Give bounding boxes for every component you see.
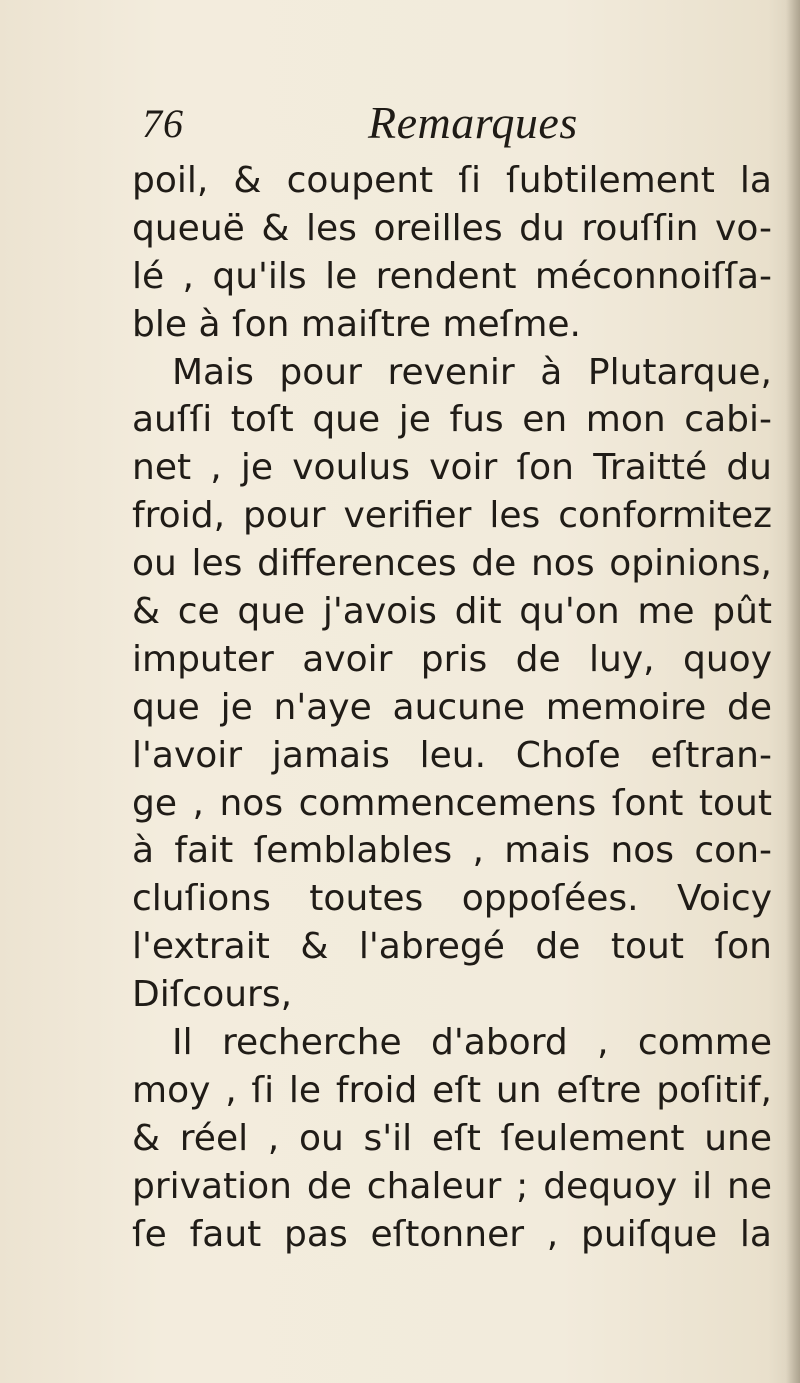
text-line: ge , nos commencemens ſont tout bbox=[132, 782, 772, 824]
text-line: à fait ſemblables , mais nos con- bbox=[132, 830, 772, 872]
page-header bbox=[136, 96, 776, 152]
text-line: l'avoir jamais leu. Choſe eſtran- bbox=[132, 734, 772, 776]
text-line: & ce que j'avois dit qu'on me pût bbox=[132, 591, 772, 633]
text-line: & réel , ou s'il eſt ſeulement une bbox=[132, 1117, 772, 1159]
text-line: cluſions toutes oppoſées. Voicy bbox=[132, 878, 772, 920]
running-title: Remarques bbox=[368, 97, 578, 148]
text-line: ſe faut pas eſtonner , puiſque la bbox=[132, 1213, 772, 1255]
text-line: Mais pour revenir à Plutarque, bbox=[172, 351, 772, 393]
page-edge-shadow bbox=[786, 0, 800, 1383]
text-line: ou les differences de nos opinions, bbox=[132, 543, 772, 585]
text-line: poil, & coupent ſi ſubtilement la bbox=[132, 160, 772, 201]
text-line: moy , ſi le froid eſt un eſtre poſitif, bbox=[132, 1069, 772, 1111]
text-line: net , je voulus voir ſon Traitté du bbox=[132, 447, 772, 489]
text-line: froid, pour verifier les conformitez bbox=[132, 495, 772, 537]
text-line: queuë & les oreilles du rouſſin vo- bbox=[132, 207, 772, 249]
text-line: privation de chaleur ; dequoy il ne bbox=[132, 1165, 772, 1207]
text-line: que je n'aye aucune memoire de bbox=[132, 686, 772, 728]
text-line: auſſi toſt que je fus en mon cabi- bbox=[132, 399, 772, 441]
text-line: lé , qu'ils le rendent méconnoiſſa- bbox=[132, 255, 772, 297]
body-text bbox=[132, 157, 772, 1258]
page-number: 76 bbox=[142, 101, 184, 146]
text-line: Il recherche d'abord , comme bbox=[172, 1022, 772, 1064]
text-line: imputer avoir pris de luy, quoy bbox=[132, 638, 772, 680]
text-line: ble à ſon maiſtre meſme. bbox=[132, 303, 581, 345]
text-line: Diſcours, bbox=[132, 974, 293, 1016]
text-line: l'extrait & l'abregé de tout ſon bbox=[132, 926, 772, 968]
